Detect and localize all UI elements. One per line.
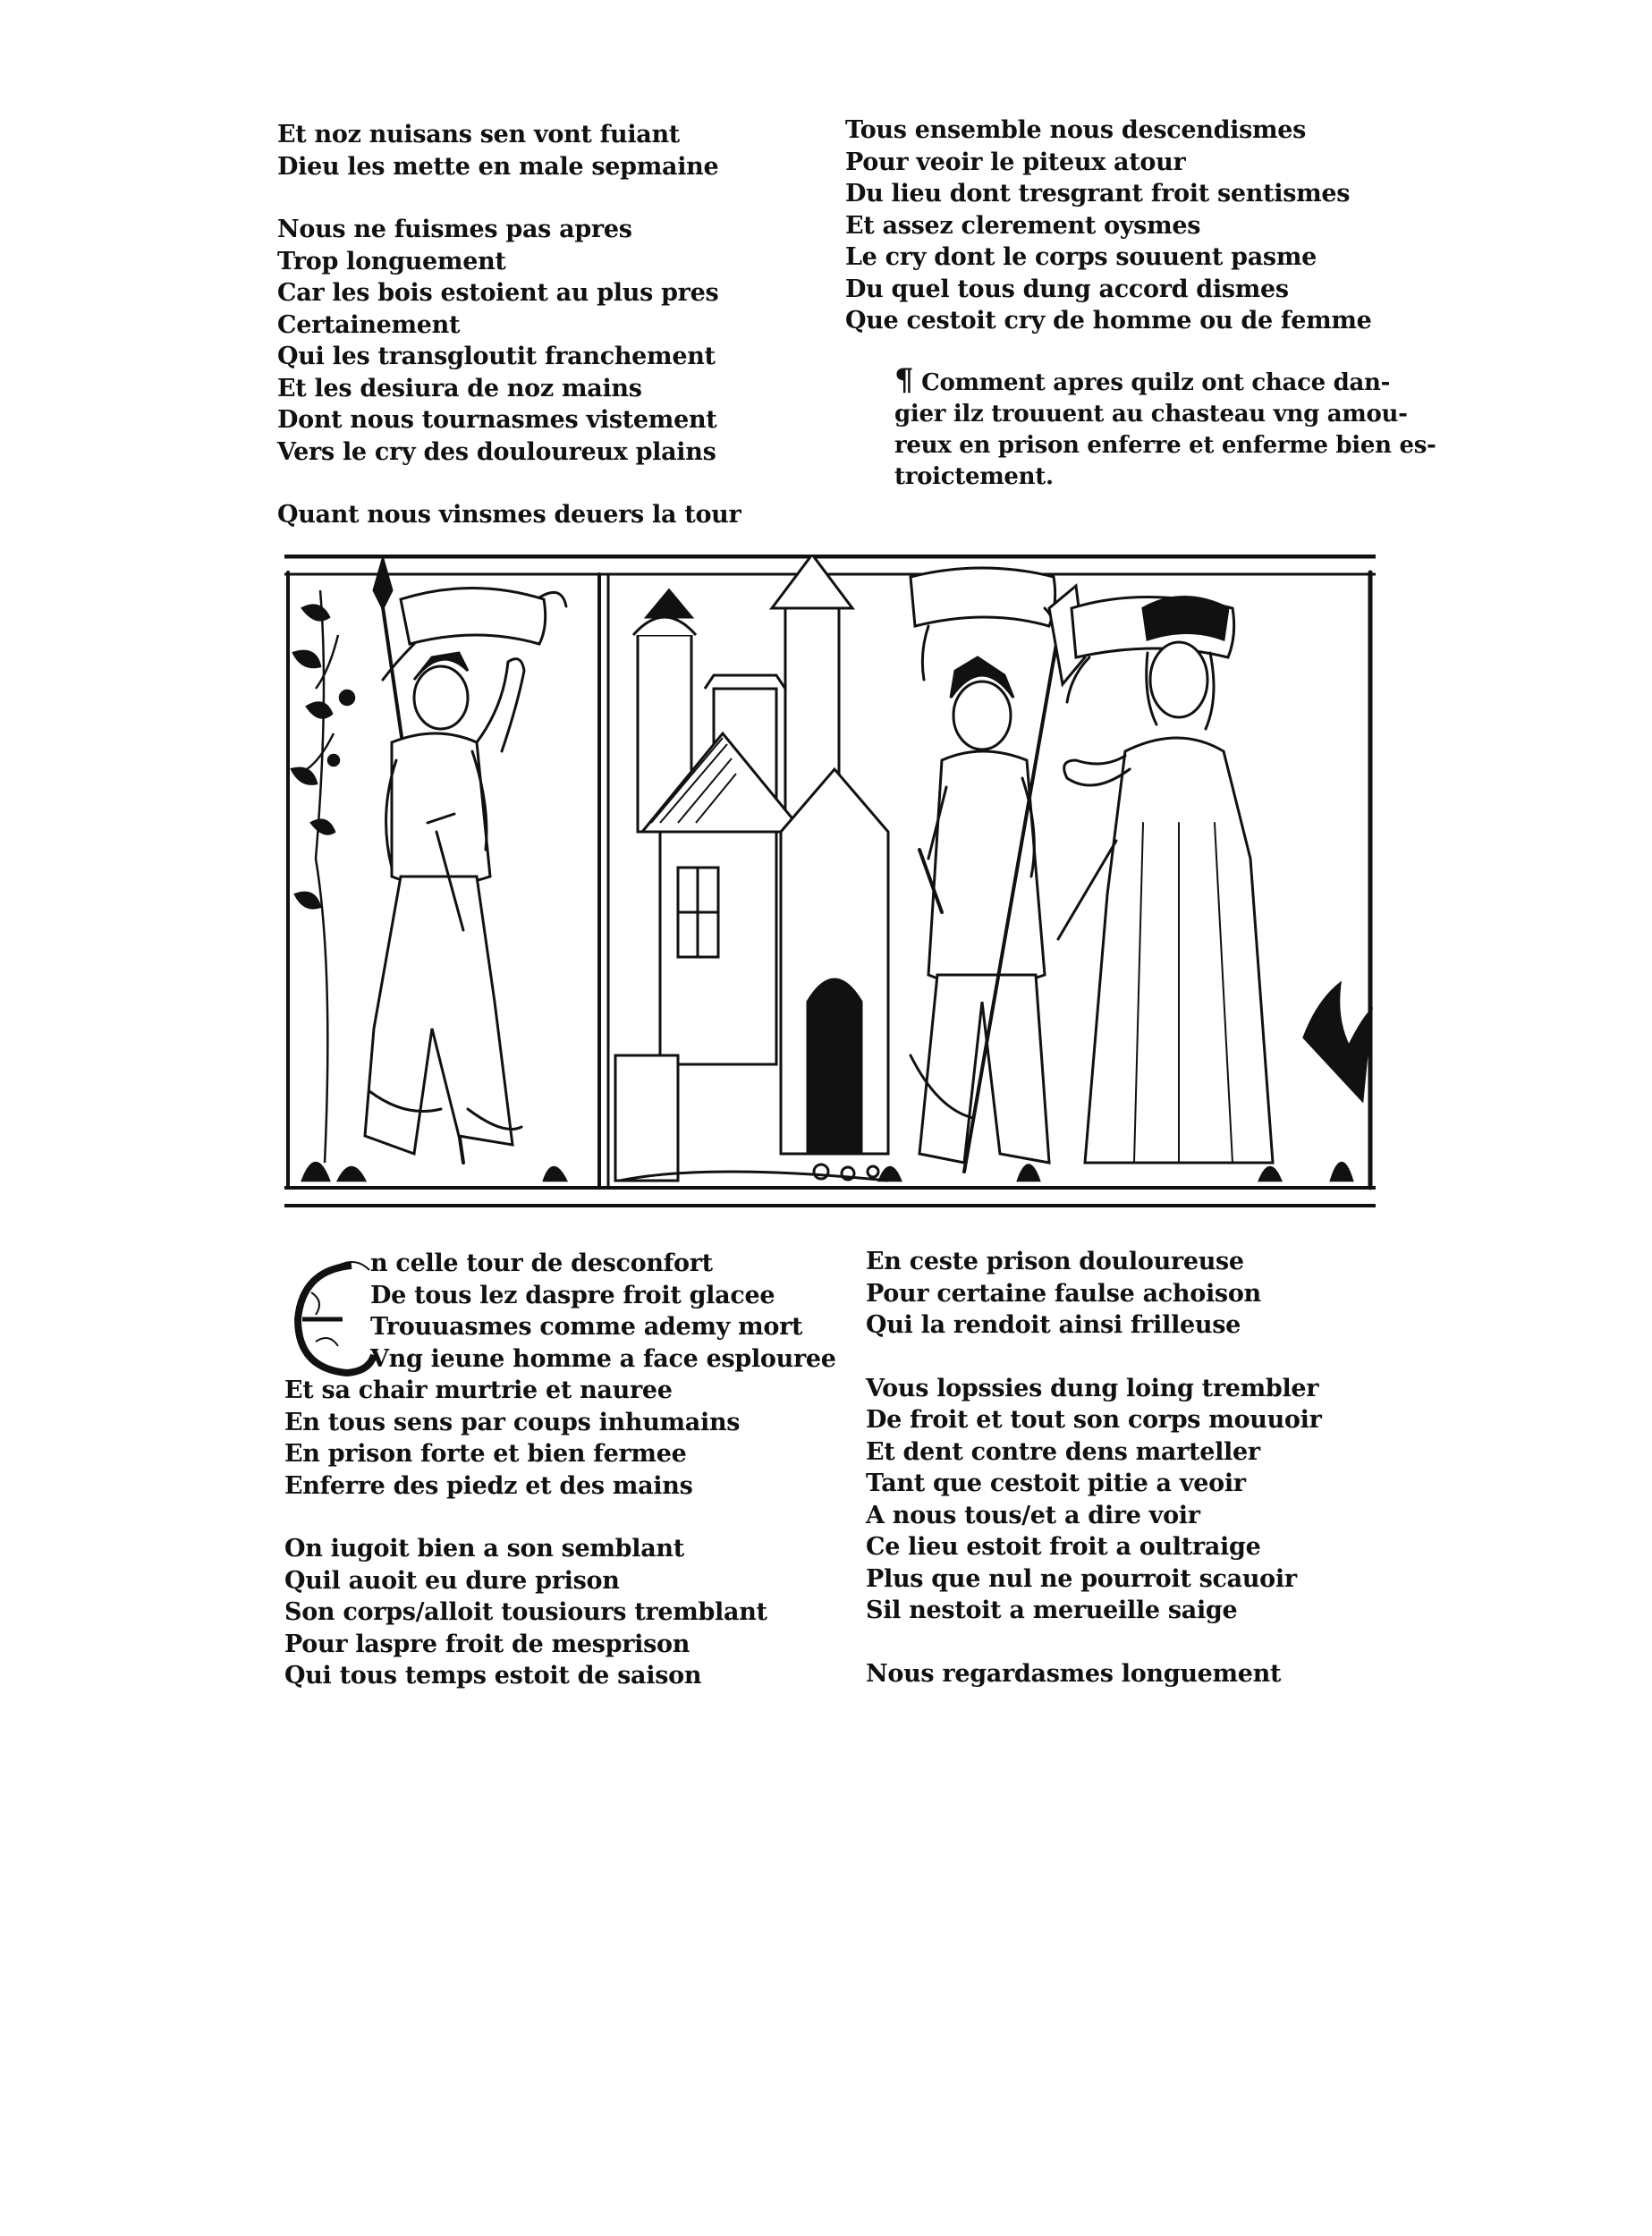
gentleman-figure-right bbox=[1058, 597, 1371, 1164]
verse-line: Trouuasmes comme ademy mort bbox=[370, 1313, 803, 1341]
rubric-line: troictement. bbox=[894, 463, 1054, 490]
rubric-line: ¶ Comment apres quilz ont chace dan- bbox=[894, 362, 1391, 398]
verse-line: Du quel tous dung accord dismes bbox=[845, 275, 1289, 303]
verse-line: Du lieu dont tresgrant froit sentismes bbox=[845, 180, 1351, 208]
verse-line: Trop longuement bbox=[277, 247, 506, 275]
verse-column-top-left bbox=[277, 119, 741, 531]
verse-line: Dont nous tournasmes vistement bbox=[277, 406, 717, 434]
verse-line: Dieu les mette en male sepmaine bbox=[277, 152, 719, 181]
pilcrow-mark: ¶ bbox=[894, 362, 914, 398]
verse-line: Sil nestoit a merueille saige bbox=[866, 1597, 1238, 1624]
verse-line: Et dent contre dens marteller bbox=[866, 1437, 1260, 1466]
verse-line: Et assez clerement oysmes bbox=[845, 211, 1201, 240]
verse-line: Pour laspre froit de mesprison bbox=[284, 1630, 690, 1658]
verse-line: Quant nous vinsmes deuers la tour bbox=[277, 501, 741, 529]
castle-building bbox=[615, 555, 888, 1181]
verse-line: Qui la rendoit ainsi frilleuse bbox=[866, 1311, 1241, 1339]
verse-line: A nous tous/et a dire voir bbox=[866, 1501, 1200, 1529]
verse-line: Certainement bbox=[277, 310, 461, 339]
verse-line: Qui les transgloutit franchement bbox=[277, 343, 716, 370]
rubric-line: gier ilz trouuent au chasteau vng amou- bbox=[894, 401, 1408, 428]
verse-line: En prison forte et bien fermee bbox=[284, 1440, 687, 1468]
verse-line: Que cestoit cry de homme ou de femme bbox=[845, 307, 1372, 335]
verse-line: Vng ieune homme a face esplouree bbox=[370, 1344, 836, 1373]
verse-line: Tant que cestoit pitie a veoir bbox=[866, 1469, 1246, 1497]
verse-line: En tous sens par coups inhumains bbox=[284, 1408, 741, 1436]
verse-line: Et les desiura de noz mains bbox=[277, 374, 642, 402]
verse-line: De froit et tout son corps mouuoir bbox=[866, 1406, 1322, 1434]
verse-line: Enferre des piedz et des mains bbox=[284, 1471, 693, 1500]
verse-line: On iugoit bien a son semblant bbox=[284, 1535, 684, 1563]
verse-column-top-right bbox=[845, 114, 1372, 337]
verse-line: Nous regardasmes longuement bbox=[866, 1659, 1282, 1688]
verse-line: Le cry dont le corps souuent pasme bbox=[845, 243, 1317, 271]
verse-line: Plus que nul ne pourroit scauoir bbox=[866, 1564, 1297, 1593]
verse-line: En ceste prison douloureuse bbox=[866, 1248, 1244, 1275]
woodcut-illustration bbox=[284, 555, 1376, 1207]
verse-line: Pour certaine faulse achoison bbox=[866, 1279, 1261, 1308]
verse-line: n celle tour de desconfort bbox=[370, 1249, 713, 1277]
verse-line: Car les bois estoient au plus pres bbox=[277, 279, 719, 307]
verse-column-bottom-left bbox=[284, 1248, 836, 1692]
soldier-figure-middle bbox=[911, 568, 1085, 1172]
verse-line: Ce lieu estoit froit a oultraige bbox=[866, 1533, 1261, 1561]
foliage-left bbox=[292, 590, 354, 1163]
soldier-figure-left bbox=[365, 559, 566, 1163]
verse-line: Nous ne fuismes pas apres bbox=[277, 216, 632, 243]
verse-line: Son corps/alloit tousiours tremblant bbox=[284, 1598, 767, 1626]
verse-line: Et noz nuisans sen vont fuiant bbox=[277, 121, 680, 148]
verse-line: Quil auoit eu dure prison bbox=[284, 1566, 620, 1595]
verse-column-bottom-right bbox=[866, 1246, 1322, 1690]
verse-line: Vous lopssies dung loing trembler bbox=[866, 1374, 1319, 1402]
verse-line: Et sa chair murtrie et nauree bbox=[284, 1376, 673, 1404]
rubric-heading bbox=[894, 362, 1436, 493]
rubric-line: reux en prison enferre et enferme bien es- bbox=[894, 432, 1436, 459]
verse-line: De tous lez daspre froit glacee bbox=[370, 1281, 775, 1309]
verse-line: Qui tous temps estoit de saison bbox=[284, 1662, 702, 1690]
verse-line: Pour veoir le piteux atour bbox=[845, 148, 1186, 176]
verse-line: Vers le cry des douloureux plains bbox=[277, 437, 716, 466]
verse-line: Tous ensemble nous descendismes bbox=[845, 116, 1307, 144]
